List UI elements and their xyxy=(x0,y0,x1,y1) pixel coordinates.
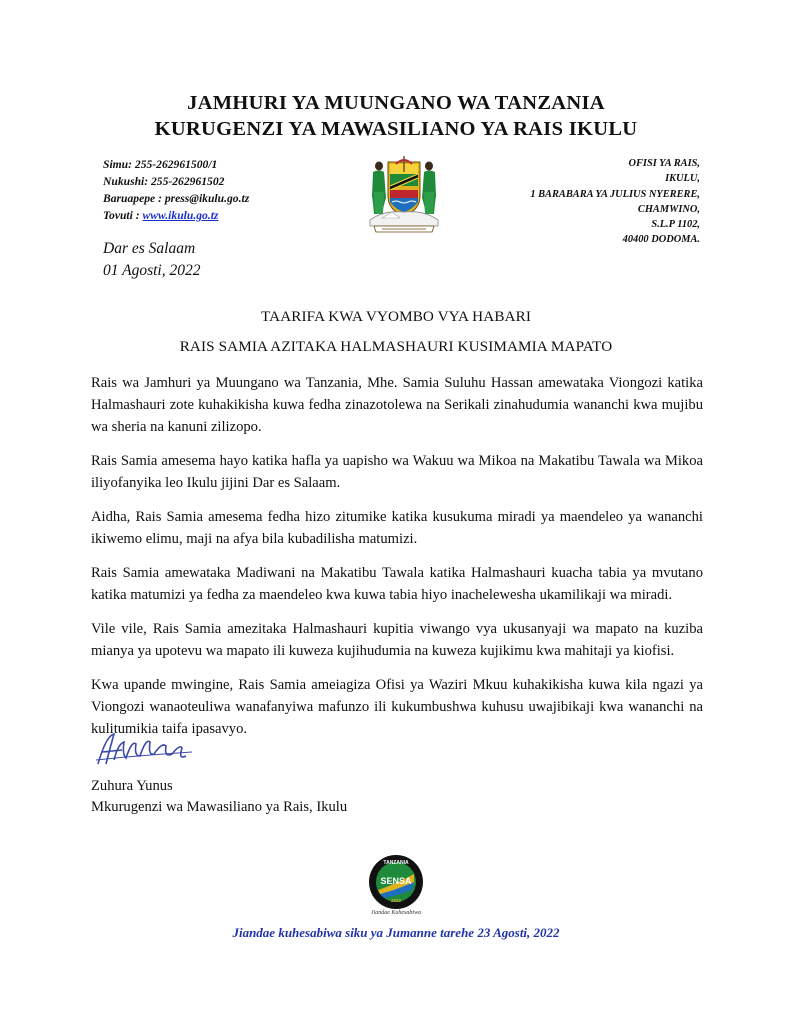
website-link[interactable]: www.ikulu.go.tz xyxy=(142,209,219,222)
paragraph: Rais Samia amewataka Madiwani na Makatibu Tawala katika Halmashauri kuacha tabia ya mvutano katika matumizi ya fedha za maendeleo kwa kuwa tabia hiyo inachelewesha ukamilikaji wa miradi. xyxy=(91,565,703,603)
address-line: 40400 DODOMA. xyxy=(622,234,700,246)
contact-block xyxy=(103,156,249,224)
date-block xyxy=(103,238,200,282)
place-text: Dar es Salaam xyxy=(103,240,196,257)
address-line: CHAMWINO, xyxy=(637,203,700,215)
signatory-title: Mkurugenzi wa Mawasiliano ya Rais, Ikulu xyxy=(91,798,348,815)
paragraph: Rais Samia amesema hayo katika hafla ya uapisho wa Wakuu wa Mikoa na Makatibu Tawala wa Mikoa iliyofanyika leo Ikulu jijini Dar es Salaam. xyxy=(91,453,703,491)
website-line xyxy=(103,207,249,224)
svg-text:TANZANIA: TANZANIA xyxy=(383,860,409,866)
signature-image xyxy=(92,730,202,776)
release-title: TAARIFA KWA VYOMBO VYA HABARI xyxy=(260,308,532,325)
footer-text: Jiandae kuhesabiwa siku ya Jumanne tarehe 23 Agosti, 2022 xyxy=(232,925,560,940)
paragraph: Vile vile, Rais Samia amezitaka Halmashauri kupitia viwango vya ukusanyaji wa mapato na kuziba mianya ya upotevu wa mapato ili kuweza kujihudumia na kuweza kujikimu kwa mahitaji ya kiofisi. xyxy=(91,621,703,659)
census-tagline: Jiandae Kuhesabiwa xyxy=(370,910,422,916)
header-line-1: JAMHURI YA MUUNGANO WA TANZANIA xyxy=(187,92,605,114)
coat-of-arms-icon xyxy=(362,152,446,236)
address-block xyxy=(530,156,700,248)
signature-block xyxy=(91,776,347,817)
body-text xyxy=(91,372,703,752)
paragraph: Rais wa Jamhuri ya Muungano wa Tanzania, Mhe. Samia Suluhu Hassan amewataka Viongozi katika Halmashauri zote kuhakikisha kuwa fedha zinazotolewa na Serikali zinahudumia wananchi kwa mujibu wa sheria na kanuni zilizopo. xyxy=(91,375,703,435)
header-line-2: KURUGENZI YA MAWASILIANO YA RAIS IKULU xyxy=(154,118,638,140)
paragraph: Kwa upande mwingine, Rais Samia ameiagiza Ofisi ya Waziri Mkuu kuhakikisha kuwa kila ngazi ya Viongozi wanaoteuliwa wanafanyiwa mafunzo ili kukumbushwa kuhusu uwajibikaji kwa wananchi na kulitumikia taifa ipasavyo. xyxy=(91,677,703,737)
date-text: 01 Agosti, 2022 xyxy=(103,262,201,279)
address-line: OFISI YA RAIS, xyxy=(628,158,700,169)
website-label: Tovuti : xyxy=(103,209,143,222)
svg-text:SENSA: SENSA xyxy=(380,876,412,886)
headline: RAIS SAMIA AZITAKA HALMASHAURI KUSIMAMIA MAPATO xyxy=(179,338,613,355)
signatory-name: Zuhura Yunus xyxy=(91,778,173,794)
address-line: S.L.P 1102, xyxy=(651,219,700,231)
fax-text: Nukushi: 255-262961502 xyxy=(103,175,225,188)
paragraph: Aidha, Rais Samia amesema fedha hizo zitumike katika kusukuma miradi ya maendeleo ya wananchi ikiwemo elimu, maji na afya bila kubadilisha matumizi. xyxy=(91,509,703,547)
address-line: 1 BARABARA YA JULIUS NYERERE, xyxy=(530,188,700,200)
email-text: Baruapepe : press@ikulu.go.tz xyxy=(103,192,250,205)
phone-text: Simu: 255-262961500/1 xyxy=(103,158,218,171)
address-line: IKULU, xyxy=(665,173,700,185)
svg-text:2022: 2022 xyxy=(390,898,402,903)
census-logo-icon xyxy=(368,854,424,910)
